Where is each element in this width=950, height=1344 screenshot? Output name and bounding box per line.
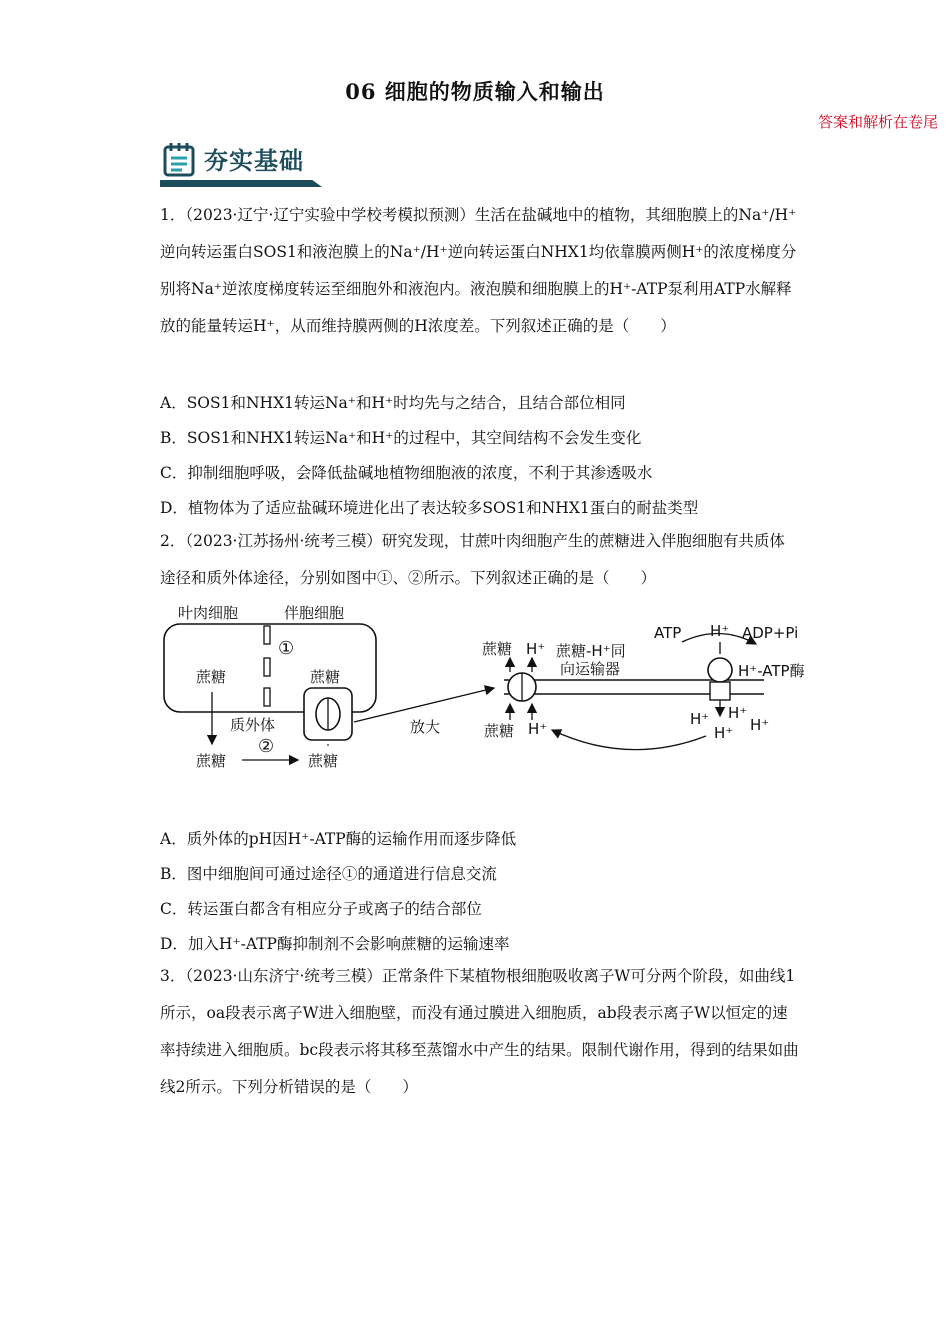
label-sucrose-bottom-right: 蔗糖 <box>308 752 339 770</box>
page-title: 06 细胞的物质输入和输出 <box>345 79 605 104</box>
label-h-2: H⁺ <box>728 704 748 722</box>
label-mesophyll: 叶肉细胞 <box>178 604 239 622</box>
label-h-4: H⁺ <box>750 716 770 734</box>
label-sucrose-right: 蔗糖 <box>310 668 341 686</box>
section-title: 夯实基础 <box>204 147 304 175</box>
label-h-3: H⁺ <box>714 724 734 742</box>
q2-option-a: A．质外体的pH因H⁺-ATP酶的运输作用而逐步降低 <box>160 830 517 848</box>
q1-option-a: A．SOS1和NHX1转运Na⁺和H⁺时均先与之结合，且结合部位相同 <box>160 394 626 412</box>
label-sucrose-bottom-left: 蔗糖 <box>196 752 227 770</box>
label-adp: ADP+Pi <box>742 624 799 642</box>
q2-stem: 2．（2023·江苏扬州·统考三模）研究发现，甘蔗叶肉细胞产生的蔗糖进入伴胞细胞有共质体途径和质外体途径，分别如图中①、②所示。下列叙述正确的是（ ） <box>160 532 785 587</box>
label-h-top: H⁺ <box>526 640 546 658</box>
label-sucrose-bottom: 蔗糖 <box>484 722 515 740</box>
label-symporter-1: 蔗糖-H⁺同 <box>556 642 626 660</box>
label-route1: ① <box>278 638 295 659</box>
label-companion: 伴胞细胞 <box>284 604 345 622</box>
label-apoplast: 质外体 <box>230 716 276 734</box>
q1-option-b: B．SOS1和NHX1转运Na⁺和H⁺的过程中，其空间结构不会发生变化 <box>160 429 642 447</box>
q3-stem: 3．（2023·山东济宁·统考三模）正常条件下某植物根细胞吸收离子W可分两个阶段，如曲线1所示，oa段表示离子W进入细胞壁，而没有通过膜进入细胞质，ab段表示离子W以恒定的速率持续进入细胞质。bc段表示将其移至蒸馏水中产生的结果。限制代谢作用，得到的结果如曲线2所示。下列分析错误的是（ ） <box>160 967 799 1096</box>
q2-option-b: B．图中细胞间可通过途径①的通道进行信息交流 <box>160 865 497 883</box>
q2-option-c: C．转运蛋白都含有相应分子或离子的结合部位 <box>160 900 482 918</box>
plasmodesma-channel <box>264 688 270 706</box>
section-header <box>160 138 330 190</box>
plasmodesma-channel <box>264 658 270 676</box>
q1-stem: 1．（2023·辽宁·辽宁实验中学校考模拟预测）生活在盐碱地中的植物，其细胞膜上的Na⁺/H⁺逆向转运蛋白SOS1和液泡膜上的Na⁺/H⁺逆向转运蛋白NHX1均依靠膜两侧H⁺的浓度梯度分别将Na⁺逆浓度梯度转运至细胞外和液泡内。液泡膜和细胞膜上的H⁺-ATP泵利用ATP水解释放的能量转运H⁺，从而维持膜两侧的H浓度差。下列叙述正确的是（ ） <box>160 206 797 335</box>
label-h-atpase-top: H⁺ <box>710 622 730 640</box>
h-atpase-base <box>710 682 730 700</box>
plasmodesma-channel <box>264 626 270 644</box>
h-atpase <box>708 658 732 682</box>
label-atpase: H⁺-ATP酶 <box>738 662 805 680</box>
label-route2: ② <box>258 736 275 757</box>
sucrose-transport-diagram <box>158 596 828 796</box>
section-underline <box>160 180 322 187</box>
q2-option-d: D．加入H⁺-ATP酶抑制剂不会影响蔗糖的运输速率 <box>160 935 510 953</box>
label-h-1: H⁺ <box>690 710 710 728</box>
notepad-icon <box>162 142 200 178</box>
label-symporter-2: 向运输器 <box>560 660 621 678</box>
label-sucrose-top: 蔗糖 <box>482 640 513 658</box>
q1-option-c: C．抑制细胞呼吸，会降低盐碱地植物细胞液的浓度，不利于其渗透吸水 <box>160 464 653 482</box>
answer-note: 答案和解析在卷尾 <box>817 113 938 131</box>
label-sucrose-left: 蔗糖 <box>196 668 227 686</box>
label-enlarge: 放大 <box>410 718 441 736</box>
label-h-bottom: H⁺ <box>528 720 548 738</box>
label-atp: ATP <box>654 624 682 642</box>
q1-option-d: D．植物体为了适应盐碱环境进化出了表达较多SOS1和NHX1蛋白的耐盐类型 <box>160 499 699 517</box>
